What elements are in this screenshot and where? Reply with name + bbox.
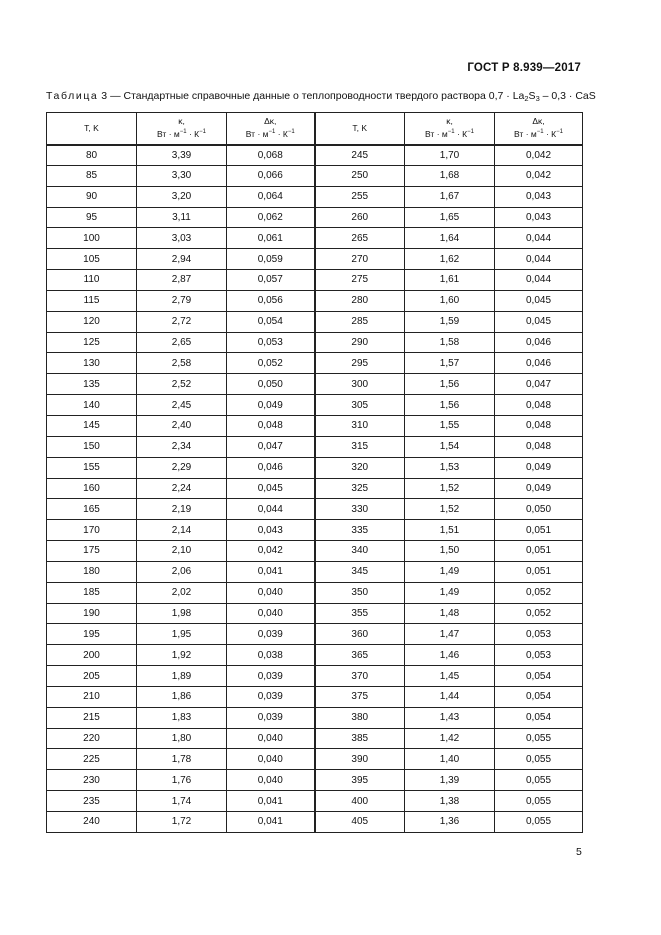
header-conductivity-units: Вт · $м^{-1} \cdot К^{-1}$ xyxy=(157,129,206,140)
standard-designation: ГОСТ Р 8.939—2017 xyxy=(467,62,581,74)
cell-temperature: 365 xyxy=(315,645,405,666)
cell-conductivity: 2,02 xyxy=(137,582,227,603)
cell-temperature: 285 xyxy=(315,311,405,332)
cell-conductivity: 1,52 xyxy=(405,499,495,520)
cell-temperature: 290 xyxy=(315,332,405,353)
cell-temperature: 120 xyxy=(47,311,137,332)
cell-conductivity: 1,54 xyxy=(405,436,495,457)
cell-uncertainty: 0,053 xyxy=(495,624,583,645)
cell-uncertainty: 0,052 xyxy=(227,353,315,374)
conductivity-table xyxy=(46,112,583,833)
cell-temperature: 105 xyxy=(47,249,137,270)
cell-temperature: 330 xyxy=(315,499,405,520)
cell-uncertainty: 0,048 xyxy=(227,415,315,436)
cell-uncertainty: 0,046 xyxy=(227,457,315,478)
cell-conductivity: 2,19 xyxy=(137,499,227,520)
cell-uncertainty: 0,047 xyxy=(227,436,315,457)
cell-conductivity: 2,10 xyxy=(137,541,227,562)
cell-uncertainty: 0,043 xyxy=(495,207,583,228)
cell-temperature: 115 xyxy=(47,290,137,311)
cell-uncertainty: 0,051 xyxy=(495,541,583,562)
cell-temperature: 260 xyxy=(315,207,405,228)
cell-conductivity: 1,50 xyxy=(405,541,495,562)
cell-conductivity: 1,58 xyxy=(405,332,495,353)
cell-uncertainty: 0,038 xyxy=(227,645,315,666)
cell-temperature: 140 xyxy=(47,395,137,416)
cell-temperature: 355 xyxy=(315,603,405,624)
table-row xyxy=(47,749,583,770)
cell-uncertainty: 0,050 xyxy=(495,499,583,520)
cell-conductivity: 1,86 xyxy=(137,686,227,707)
cell-conductivity: 1,47 xyxy=(405,624,495,645)
table-row xyxy=(47,228,583,249)
cell-conductivity: 1,53 xyxy=(405,457,495,478)
cell-temperature: 300 xyxy=(315,374,405,395)
table-row xyxy=(47,207,583,228)
cell-conductivity: 1,42 xyxy=(405,728,495,749)
cell-temperature: 95 xyxy=(47,207,137,228)
cell-conductivity: 1,61 xyxy=(405,270,495,291)
cell-temperature: 350 xyxy=(315,582,405,603)
cell-uncertainty: 0,041 xyxy=(227,791,315,812)
cell-uncertainty: 0,055 xyxy=(495,728,583,749)
table-row xyxy=(47,791,583,812)
header-uncertainty-symbol-2: Δκ, xyxy=(532,116,545,127)
header-uncertainty xyxy=(227,113,315,145)
cell-uncertainty: 0,052 xyxy=(495,582,583,603)
table-row xyxy=(47,770,583,791)
cell-conductivity: 1,80 xyxy=(137,728,227,749)
table-row xyxy=(47,311,583,332)
cell-temperature: 150 xyxy=(47,436,137,457)
table-row xyxy=(47,436,583,457)
cell-conductivity: 1,45 xyxy=(405,666,495,687)
cell-conductivity: 2,52 xyxy=(137,374,227,395)
cell-uncertainty: 0,044 xyxy=(227,499,315,520)
cell-conductivity: 1,49 xyxy=(405,582,495,603)
cell-temperature: 135 xyxy=(47,374,137,395)
page-number: 5 xyxy=(576,846,582,858)
cell-conductivity: 1,78 xyxy=(137,749,227,770)
table-row xyxy=(47,353,583,374)
cell-temperature: 360 xyxy=(315,624,405,645)
table-row xyxy=(47,728,583,749)
cell-conductivity: 1,52 xyxy=(405,478,495,499)
cell-uncertainty: 0,054 xyxy=(495,707,583,728)
header-uncertainty-units: Вт · $м^{-1} \cdot К^{-1}$ xyxy=(245,129,295,140)
cell-conductivity: 1,70 xyxy=(405,145,495,166)
cell-conductivity: 1,74 xyxy=(137,791,227,812)
cell-temperature: 195 xyxy=(47,624,137,645)
table-row xyxy=(47,520,583,541)
cell-temperature: 90 xyxy=(47,186,137,207)
cell-uncertainty: 0,044 xyxy=(495,270,583,291)
table-row xyxy=(47,395,583,416)
cell-uncertainty: 0,045 xyxy=(495,311,583,332)
header-uncertainty-symbol: Δκ, xyxy=(264,116,277,127)
cell-temperature: 375 xyxy=(315,686,405,707)
cell-temperature: 155 xyxy=(47,457,137,478)
cell-uncertainty: 0,055 xyxy=(495,749,583,770)
header-conductivity-symbol: κ, xyxy=(178,116,185,127)
cell-temperature: 400 xyxy=(315,791,405,812)
cell-conductivity: 2,94 xyxy=(137,249,227,270)
cell-uncertainty: 0,057 xyxy=(227,270,315,291)
cell-temperature: 245 xyxy=(315,145,405,166)
cell-uncertainty: 0,049 xyxy=(495,457,583,478)
cell-temperature: 370 xyxy=(315,666,405,687)
cell-uncertainty: 0,062 xyxy=(227,207,315,228)
cell-uncertainty: 0,049 xyxy=(495,478,583,499)
cell-uncertainty: 0,048 xyxy=(495,436,583,457)
cell-conductivity: 1,67 xyxy=(405,186,495,207)
cell-uncertainty: 0,049 xyxy=(227,395,315,416)
cell-temperature: 180 xyxy=(47,561,137,582)
cell-temperature: 395 xyxy=(315,770,405,791)
cell-temperature: 405 xyxy=(315,812,405,833)
header-temperature-2: T, K xyxy=(315,113,405,145)
cell-uncertainty: 0,048 xyxy=(495,415,583,436)
cell-temperature: 280 xyxy=(315,290,405,311)
cell-temperature: 275 xyxy=(315,270,405,291)
caption-label: Таблица xyxy=(46,90,99,102)
table-row xyxy=(47,270,583,291)
cell-uncertainty: 0,045 xyxy=(227,478,315,499)
cell-uncertainty: 0,040 xyxy=(227,728,315,749)
cell-temperature: 230 xyxy=(47,770,137,791)
header-uncertainty-2 xyxy=(495,113,583,145)
cell-temperature: 210 xyxy=(47,686,137,707)
cell-uncertainty: 0,041 xyxy=(227,561,315,582)
cell-conductivity: 1,44 xyxy=(405,686,495,707)
table-row xyxy=(47,812,583,833)
cell-temperature: 315 xyxy=(315,436,405,457)
table-row xyxy=(47,374,583,395)
cell-uncertainty: 0,044 xyxy=(495,228,583,249)
cell-temperature: 145 xyxy=(47,415,137,436)
cell-conductivity: 1,36 xyxy=(405,812,495,833)
cell-uncertainty: 0,059 xyxy=(227,249,315,270)
cell-conductivity: 2,24 xyxy=(137,478,227,499)
cell-uncertainty: 0,064 xyxy=(227,186,315,207)
table-row xyxy=(47,415,583,436)
cell-uncertainty: 0,068 xyxy=(227,145,315,166)
table-caption xyxy=(46,90,606,103)
cell-conductivity: 2,29 xyxy=(137,457,227,478)
cell-conductivity: 1,98 xyxy=(137,603,227,624)
cell-uncertainty: 0,039 xyxy=(227,666,315,687)
cell-conductivity: 3,03 xyxy=(137,228,227,249)
cell-uncertainty: 0,040 xyxy=(227,770,315,791)
cell-conductivity: 2,72 xyxy=(137,311,227,332)
caption-sub-1: 2 xyxy=(524,94,529,103)
cell-uncertainty: 0,055 xyxy=(495,812,583,833)
cell-conductivity: 1,57 xyxy=(405,353,495,374)
cell-conductivity: 1,39 xyxy=(405,770,495,791)
cell-conductivity: 1,48 xyxy=(405,603,495,624)
cell-conductivity: 1,56 xyxy=(405,395,495,416)
cell-temperature: 250 xyxy=(315,165,405,186)
cell-conductivity: 1,76 xyxy=(137,770,227,791)
cell-temperature: 110 xyxy=(47,270,137,291)
cell-conductivity: 1,62 xyxy=(405,249,495,270)
caption-tail: – 0,3 · CaS xyxy=(539,90,596,102)
cell-uncertainty: 0,040 xyxy=(227,749,315,770)
cell-conductivity: 1,55 xyxy=(405,415,495,436)
cell-uncertainty: 0,043 xyxy=(495,186,583,207)
table-row xyxy=(47,290,583,311)
cell-temperature: 80 xyxy=(47,145,137,166)
cell-uncertainty: 0,054 xyxy=(495,666,583,687)
cell-conductivity: 2,40 xyxy=(137,415,227,436)
cell-uncertainty: 0,052 xyxy=(495,603,583,624)
cell-conductivity: 1,72 xyxy=(137,812,227,833)
table-row xyxy=(47,186,583,207)
cell-conductivity: 1,68 xyxy=(405,165,495,186)
cell-conductivity: 1,56 xyxy=(405,374,495,395)
cell-temperature: 85 xyxy=(47,165,137,186)
cell-temperature: 175 xyxy=(47,541,137,562)
cell-conductivity: 3,11 xyxy=(137,207,227,228)
cell-uncertainty: 0,043 xyxy=(227,520,315,541)
cell-temperature: 345 xyxy=(315,561,405,582)
cell-temperature: 185 xyxy=(47,582,137,603)
cell-uncertainty: 0,040 xyxy=(227,582,315,603)
table-row xyxy=(47,561,583,582)
cell-uncertainty: 0,042 xyxy=(227,541,315,562)
cell-temperature: 305 xyxy=(315,395,405,416)
table-body xyxy=(47,145,583,833)
cell-uncertainty: 0,042 xyxy=(495,165,583,186)
header-conductivity-2 xyxy=(405,113,495,145)
cell-conductivity: 1,43 xyxy=(405,707,495,728)
cell-conductivity: 1,60 xyxy=(405,290,495,311)
cell-conductivity: 1,95 xyxy=(137,624,227,645)
cell-conductivity: 1,92 xyxy=(137,645,227,666)
table-row xyxy=(47,332,583,353)
cell-conductivity: 2,14 xyxy=(137,520,227,541)
cell-uncertainty: 0,053 xyxy=(495,645,583,666)
cell-conductivity: 2,45 xyxy=(137,395,227,416)
cell-uncertainty: 0,055 xyxy=(495,770,583,791)
cell-temperature: 240 xyxy=(47,812,137,833)
cell-temperature: 270 xyxy=(315,249,405,270)
cell-conductivity: 2,65 xyxy=(137,332,227,353)
cell-temperature: 215 xyxy=(47,707,137,728)
cell-temperature: 380 xyxy=(315,707,405,728)
header-conductivity-units-2: Вт · $м^{-1} \cdot К^{-1}$ xyxy=(425,129,474,140)
cell-uncertainty: 0,050 xyxy=(227,374,315,395)
caption-sub-2: 3 xyxy=(535,94,540,103)
table-row xyxy=(47,249,583,270)
cell-uncertainty: 0,039 xyxy=(227,624,315,645)
cell-uncertainty: 0,046 xyxy=(495,332,583,353)
header-uncertainty-units-2: Вт · $м^{-1} \cdot К^{-1}$ xyxy=(514,129,563,140)
table-row xyxy=(47,603,583,624)
cell-temperature: 200 xyxy=(47,645,137,666)
header-conductivity-symbol-2: κ, xyxy=(446,116,453,127)
table-row xyxy=(47,457,583,478)
cell-conductivity: 1,89 xyxy=(137,666,227,687)
cell-temperature: 130 xyxy=(47,353,137,374)
table-row xyxy=(47,541,583,562)
cell-uncertainty: 0,054 xyxy=(495,686,583,707)
table-row xyxy=(47,478,583,499)
cell-temperature: 125 xyxy=(47,332,137,353)
cell-conductivity: 1,65 xyxy=(405,207,495,228)
table-row xyxy=(47,707,583,728)
cell-uncertainty: 0,053 xyxy=(227,332,315,353)
cell-temperature: 160 xyxy=(47,478,137,499)
cell-uncertainty: 0,044 xyxy=(495,249,583,270)
cell-conductivity: 1,49 xyxy=(405,561,495,582)
cell-conductivity: 2,34 xyxy=(137,436,227,457)
cell-uncertainty: 0,042 xyxy=(495,145,583,166)
caption-mid: S xyxy=(528,90,536,102)
cell-conductivity: 3,39 xyxy=(137,145,227,166)
header-temperature: T, K xyxy=(47,113,137,145)
cell-conductivity: 2,87 xyxy=(137,270,227,291)
cell-uncertainty: 0,039 xyxy=(227,686,315,707)
cell-uncertainty: 0,066 xyxy=(227,165,315,186)
table-row xyxy=(47,499,583,520)
cell-temperature: 235 xyxy=(47,791,137,812)
table-row xyxy=(47,645,583,666)
cell-temperature: 220 xyxy=(47,728,137,749)
cell-uncertainty: 0,051 xyxy=(495,520,583,541)
cell-uncertainty: 0,040 xyxy=(227,603,315,624)
caption-number: 3 xyxy=(101,90,108,102)
cell-uncertainty: 0,039 xyxy=(227,707,315,728)
cell-temperature: 255 xyxy=(315,186,405,207)
cell-conductivity: 1,64 xyxy=(405,228,495,249)
table-row xyxy=(47,686,583,707)
header-conductivity xyxy=(137,113,227,145)
cell-temperature: 325 xyxy=(315,478,405,499)
cell-temperature: 205 xyxy=(47,666,137,687)
cell-temperature: 265 xyxy=(315,228,405,249)
cell-uncertainty: 0,041 xyxy=(227,812,315,833)
cell-conductivity: 3,30 xyxy=(137,165,227,186)
cell-temperature: 295 xyxy=(315,353,405,374)
cell-conductivity: 3,20 xyxy=(137,186,227,207)
caption-text: — Стандартные справочные данные о теплопроводности твердого раствора 0,7 · La xyxy=(110,90,525,102)
cell-uncertainty: 0,045 xyxy=(495,290,583,311)
table-row xyxy=(47,582,583,603)
cell-temperature: 100 xyxy=(47,228,137,249)
table-row xyxy=(47,624,583,645)
cell-temperature: 310 xyxy=(315,415,405,436)
cell-temperature: 225 xyxy=(47,749,137,770)
cell-conductivity: 1,46 xyxy=(405,645,495,666)
cell-conductivity: 1,40 xyxy=(405,749,495,770)
cell-uncertainty: 0,056 xyxy=(227,290,315,311)
table-row xyxy=(47,145,583,166)
cell-uncertainty: 0,047 xyxy=(495,374,583,395)
cell-temperature: 320 xyxy=(315,457,405,478)
cell-uncertainty: 0,061 xyxy=(227,228,315,249)
cell-conductivity: 1,59 xyxy=(405,311,495,332)
table-header-row xyxy=(47,113,583,145)
cell-temperature: 340 xyxy=(315,541,405,562)
cell-uncertainty: 0,055 xyxy=(495,791,583,812)
table-row xyxy=(47,165,583,186)
cell-temperature: 165 xyxy=(47,499,137,520)
cell-conductivity: 2,58 xyxy=(137,353,227,374)
cell-temperature: 335 xyxy=(315,520,405,541)
cell-uncertainty: 0,054 xyxy=(227,311,315,332)
cell-conductivity: 2,79 xyxy=(137,290,227,311)
cell-conductivity: 1,38 xyxy=(405,791,495,812)
cell-temperature: 190 xyxy=(47,603,137,624)
cell-uncertainty: 0,046 xyxy=(495,353,583,374)
cell-temperature: 390 xyxy=(315,749,405,770)
cell-temperature: 170 xyxy=(47,520,137,541)
cell-conductivity: 1,83 xyxy=(137,707,227,728)
cell-conductivity: 1,51 xyxy=(405,520,495,541)
cell-uncertainty: 0,051 xyxy=(495,561,583,582)
cell-conductivity: 2,06 xyxy=(137,561,227,582)
cell-uncertainty: 0,048 xyxy=(495,395,583,416)
cell-temperature: 385 xyxy=(315,728,405,749)
table-row xyxy=(47,666,583,687)
